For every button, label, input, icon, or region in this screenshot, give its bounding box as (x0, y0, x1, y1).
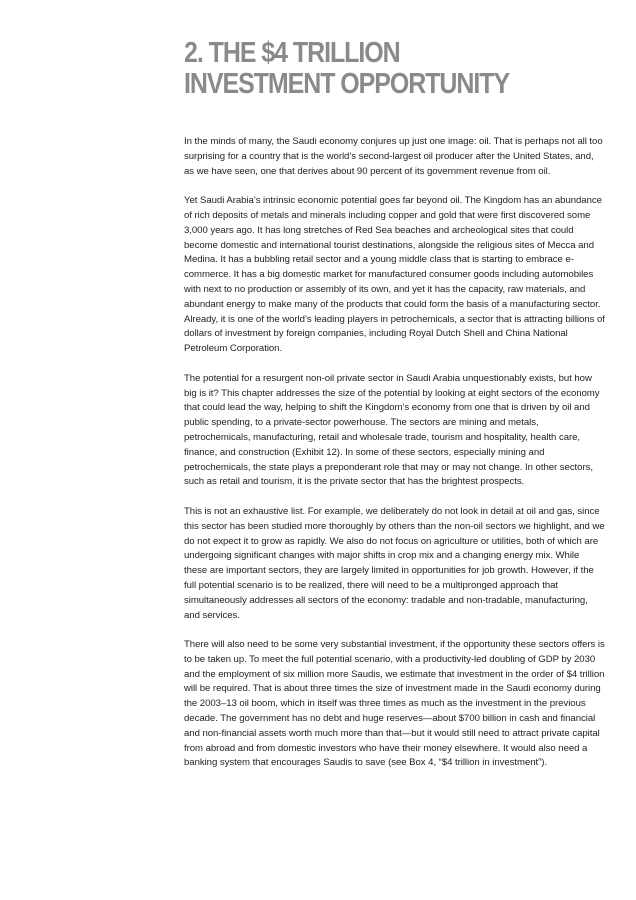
body-paragraph: Yet Saudi Arabia’s intrinsic economic potential goes far beyond oil. The Kingdom has an abundance of rich deposits of metals and minerals including copper and gold that were first discovered some 3,000 years ago. It has long stretches of Red Sea beaches and archeological sites that could become domestic and international tourist destinations, alongside the religious sites of Mecca and Medina. It has a bubbling retail sector and a young middle class that is starting to embrace e-commerce. It has a big domestic market for manufactured consumer goods including automobiles with next to no production or assembly of its own, and yet it has the capacity, raw materials, and abundant energy to make many of the products that could form the basis of a manufacturing sector. Already, it is one of the world’s leading players in petrochemicals, a sector that is attracting billions of dollars of investment by foreign companies, including Royal Dutch Shell and China National Petroleum Corporation. (184, 195, 605, 355)
body-paragraph: In the minds of many, the Saudi economy conjures up just one image: oil. That is perhaps not all too surprising for a country that is the world’s second-largest oil producer after the United States, and, as we have seen, one that derives about 90 percent of its government revenue from oil. (184, 136, 603, 177)
body-paragraph: The potential for a resurgent non-oil private sector in Saudi Arabia unquestionably exists, but how big is it? This chapter addresses the size of the potential by looking at eight sectors of the economy that could lead the way, helping to shift the Kingdom’s economy from one that is driven by oil and public spending, to a private-sector powerhouse. The sectors are mining and metals, petrochemicals, manufacturing, retail and wholesale trade, tourism and hospitality, health care, finance, and construction (Exhibit 12). In some of these sectors, especially mining and petrochemicals, the state plays a preponderant role that may or may not change. In other sectors, such as retail and tourism, it is the private sector that has the brightest prospects. (184, 372, 600, 488)
chapter-title (184, 38, 545, 100)
body-paragraph: This is not an exhaustive list. For example, we deliberately do not look in detail at oil and gas, since this sector has been studied more thoroughly by others than the non-oil sectors we highlight, and we do not expect it to grow as rapidly. We also do not focus on agriculture or utilities, both of which are undergoing significant changes with major shifts in crop mix and a changing energy mix. While these are important sectors, they are largely limited in opportunities for job growth. However, if the full potential scenario is to be realized, there will need to be a multipronged approach that simultaneously addresses all sectors of the economy: tradable and non-tradable, manufacturing, and services. (184, 505, 605, 621)
body-text (184, 135, 605, 786)
chapter-title-line-1: 2. THE $4 TRILLION (184, 37, 400, 69)
chapter-title-line-2: INVESTMENT OPPORTUNITY (184, 68, 510, 100)
body-paragraph: There will also need to be some very substantial investment, if the opportunity these sectors offers is to be taken up. To meet the full potential scenario, with a productivity-led doubling of GDP by 2030 and the employment of six million more Saudis, we estimate that investment in the order of $4 trillion will be required. That is about three times the size of investment made in the Saudi economy during the 2003–13 oil boom, which in itself was three times as much as the investment in the previous decade. The government has no debt and huge reserves—about $700 billion in cash and financial and non-financial assets worth much more than that—but it would still need to attract private capital from abroad and from domestic investors who have their money elsewhere. It would also need a banking system that encourages Saudis to save (see Box 4, “$4 trillion in investment”). (184, 639, 605, 769)
